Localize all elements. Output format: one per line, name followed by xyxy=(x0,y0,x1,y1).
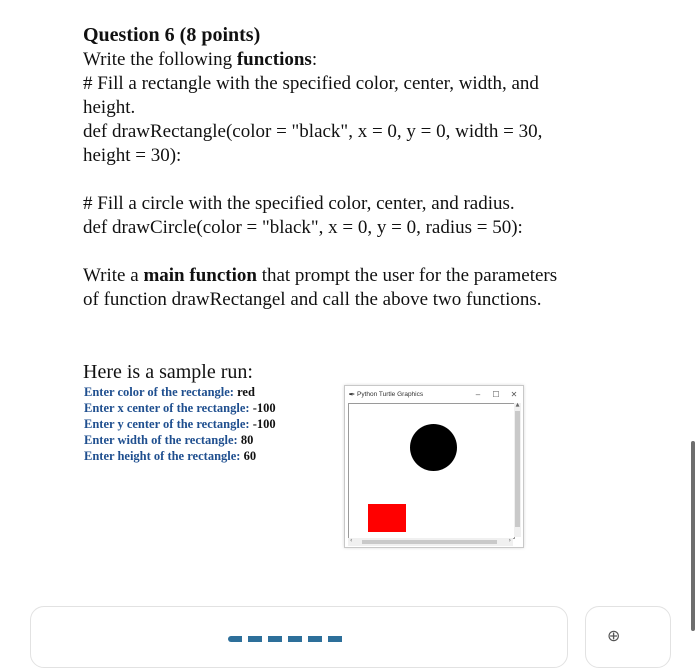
horizontal-scrollbar[interactable] xyxy=(348,538,513,546)
run-line: Enter width of the rectangle: 80 xyxy=(84,433,254,447)
task-prefix: Write a xyxy=(83,265,144,286)
close-icon[interactable]: ✕ xyxy=(510,389,518,399)
circle-comment-line: # Fill a circle with the specified color, center, and radius. xyxy=(83,193,515,214)
run-line: Enter y center of the rectangle: -100 xyxy=(84,417,276,431)
question-block xyxy=(83,22,623,312)
turtle-canvas xyxy=(348,403,515,539)
circle-def-line: def drawCircle(color = "black", x = 0, y = 0, radius = 50): xyxy=(83,217,523,238)
page-scrollbar-thumb[interactable] xyxy=(691,441,695,631)
turtle-window-title: Python Turtle Graphics xyxy=(357,390,424,398)
minimize-icon[interactable]: – xyxy=(475,389,481,399)
add-icon[interactable]: ⊕ xyxy=(607,626,621,645)
task-line-1 xyxy=(83,264,623,288)
scroll-up-icon[interactable]: ▲ xyxy=(515,402,520,408)
filled-circle xyxy=(410,424,457,471)
vertical-scrollbar[interactable] xyxy=(514,403,521,537)
question-title: Question 6 (8 points) xyxy=(83,24,261,46)
intro-prefix: Write the following xyxy=(83,49,237,70)
horizontal-scroll-thumb[interactable] xyxy=(362,540,497,544)
turtle-window-titlebar xyxy=(345,386,523,402)
sample-run-heading: Here is a sample run: xyxy=(83,361,253,383)
rect-def-line-1: def drawRectangle(color = "black", x = 0, y = 0, width = 30, xyxy=(83,121,543,142)
rect-def-line-2: height = 30): xyxy=(83,145,182,166)
task-suffix: that prompt the user for the parameters xyxy=(256,265,558,286)
run-line: Enter height of the rectangle: 60 xyxy=(84,449,257,463)
run-line: Enter x center of the rectangle: -100 xyxy=(84,401,276,415)
rect-comment-line-2: height. xyxy=(83,97,136,118)
scroll-right-icon[interactable]: › xyxy=(508,537,511,544)
sample-run-output xyxy=(84,384,276,464)
maximize-icon[interactable]: ☐ xyxy=(492,389,500,399)
intro-line xyxy=(83,48,623,72)
task-line-2: of function drawRectangel and call the above two functions. xyxy=(83,289,542,310)
task-bold: main function xyxy=(143,265,257,286)
filled-rectangle xyxy=(368,504,406,532)
scroll-left-icon[interactable]: ‹ xyxy=(350,537,353,544)
intro-suffix: : xyxy=(311,49,318,70)
turtle-graphics-window xyxy=(344,385,524,548)
run-line: Enter color of the rectangle: red xyxy=(84,385,255,399)
vertical-scroll-thumb[interactable] xyxy=(515,411,520,527)
rect-comment-line-1: # Fill a rectangle with the specified color, center, width, and xyxy=(83,73,539,94)
intro-bold: functions xyxy=(236,49,312,70)
feather-icon: ✒ xyxy=(348,389,356,399)
